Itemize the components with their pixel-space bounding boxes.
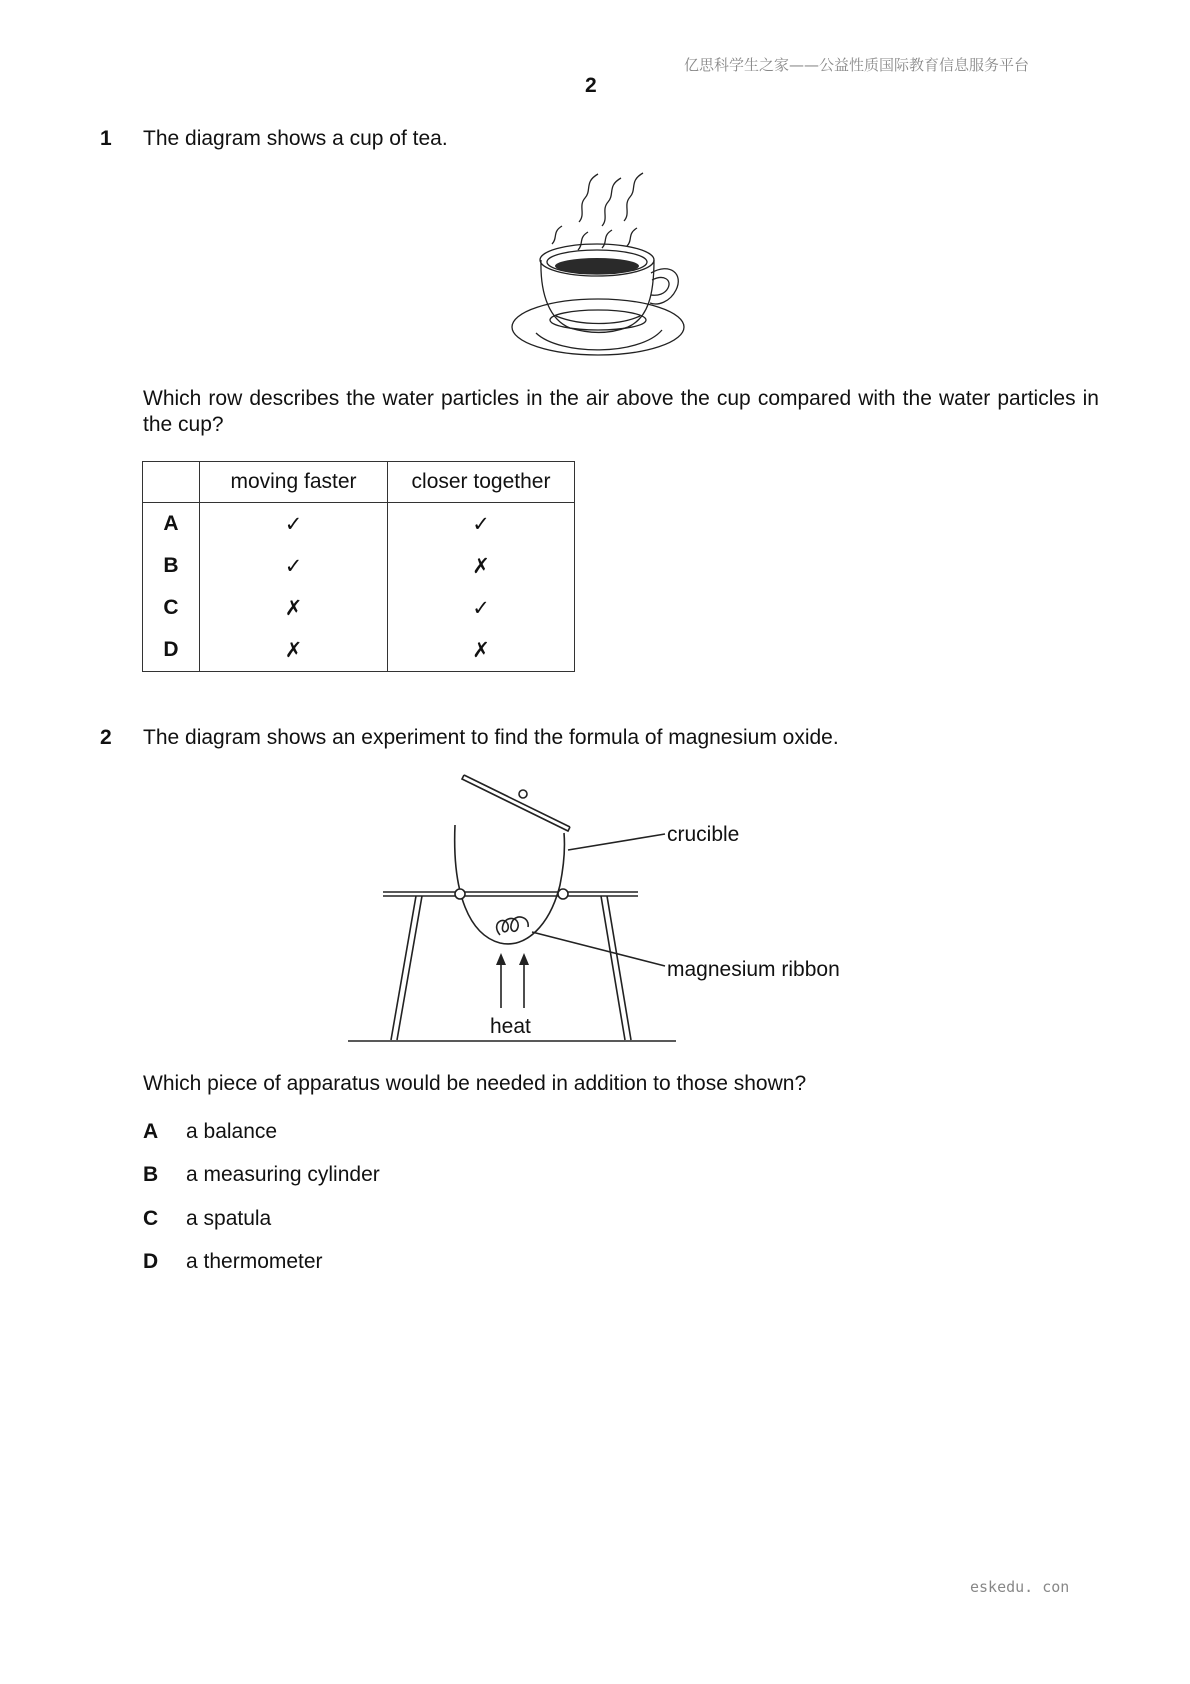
option-letter: B	[143, 1163, 159, 1186]
tripod-leg	[607, 896, 631, 1040]
option-text: a balance	[186, 1120, 278, 1143]
page-number: 2	[585, 74, 597, 97]
steam-line	[602, 178, 621, 226]
option-text: a thermometer	[186, 1250, 323, 1273]
magnesium-ribbon	[497, 917, 529, 935]
row-label: C	[143, 587, 200, 629]
row-label: B	[143, 545, 200, 587]
question-2-text: Which piece of apparatus would be needed in addition to those shown?	[143, 1072, 807, 1095]
crucible-lid	[462, 775, 570, 831]
steam-line	[579, 174, 598, 222]
table-header-closer-together: closer together	[388, 462, 575, 503]
steam-line	[624, 173, 643, 221]
cup-of-tea-diagram	[500, 170, 700, 365]
moving-faster-mark: ✗	[200, 629, 388, 672]
question-1-number: 1	[100, 127, 112, 150]
crucible-label: crucible	[667, 823, 740, 846]
option-letter: D	[143, 1250, 159, 1273]
steam-line	[602, 230, 612, 248]
answer-table	[142, 461, 575, 672]
option-text: a measuring cylinder	[186, 1163, 380, 1186]
question-2-number: 2	[100, 726, 112, 749]
tripod-leg	[397, 896, 422, 1040]
crucible-label-line	[568, 834, 665, 850]
table-header-moving-faster: moving faster	[200, 462, 388, 503]
table-row	[143, 545, 575, 587]
option-letter: C	[143, 1207, 159, 1230]
footer-site: eskedu. con	[970, 1578, 1070, 1596]
table-row	[143, 587, 575, 629]
steam-line	[552, 226, 562, 244]
moving-faster-mark: ✓	[200, 545, 388, 587]
table-row	[143, 629, 575, 672]
steam-line	[627, 228, 637, 246]
table-header-empty	[143, 462, 200, 503]
crucible-experiment-diagram	[340, 765, 860, 1055]
heat-label: heat	[490, 1015, 531, 1038]
tripod-leg	[601, 896, 625, 1040]
saucer	[512, 299, 684, 355]
question-1-text: Which row describes the water particles in the air above the cup compared with the water particles in the cup?	[143, 387, 1099, 436]
closer-together-mark: ✓	[388, 587, 575, 629]
moving-faster-mark: ✗	[200, 587, 388, 629]
closer-together-mark: ✓	[388, 503, 575, 546]
ribbon-label-line	[532, 932, 665, 966]
option-letter: A	[143, 1120, 159, 1143]
tripod-leg	[391, 896, 416, 1040]
moving-faster-mark: ✓	[200, 503, 388, 546]
table-header-row	[143, 462, 575, 503]
steam-line	[578, 232, 588, 250]
tea-surface	[555, 258, 639, 274]
table-row	[143, 503, 575, 546]
question-1-intro: The diagram shows a cup of tea.	[143, 127, 448, 150]
magnesium-ribbon-label: magnesium ribbon	[667, 958, 840, 981]
closer-together-mark: ✗	[388, 629, 575, 672]
row-label: A	[143, 503, 200, 546]
crucible	[455, 825, 565, 944]
row-label: D	[143, 629, 200, 672]
question-2-intro: The diagram shows an experiment to find the formula of magnesium oxide.	[143, 726, 839, 749]
closer-together-mark: ✗	[388, 545, 575, 587]
watermark-text: 亿思科学生之家——公益性质国际教育信息服务平台	[684, 56, 1030, 74]
option-text: a spatula	[186, 1207, 272, 1230]
